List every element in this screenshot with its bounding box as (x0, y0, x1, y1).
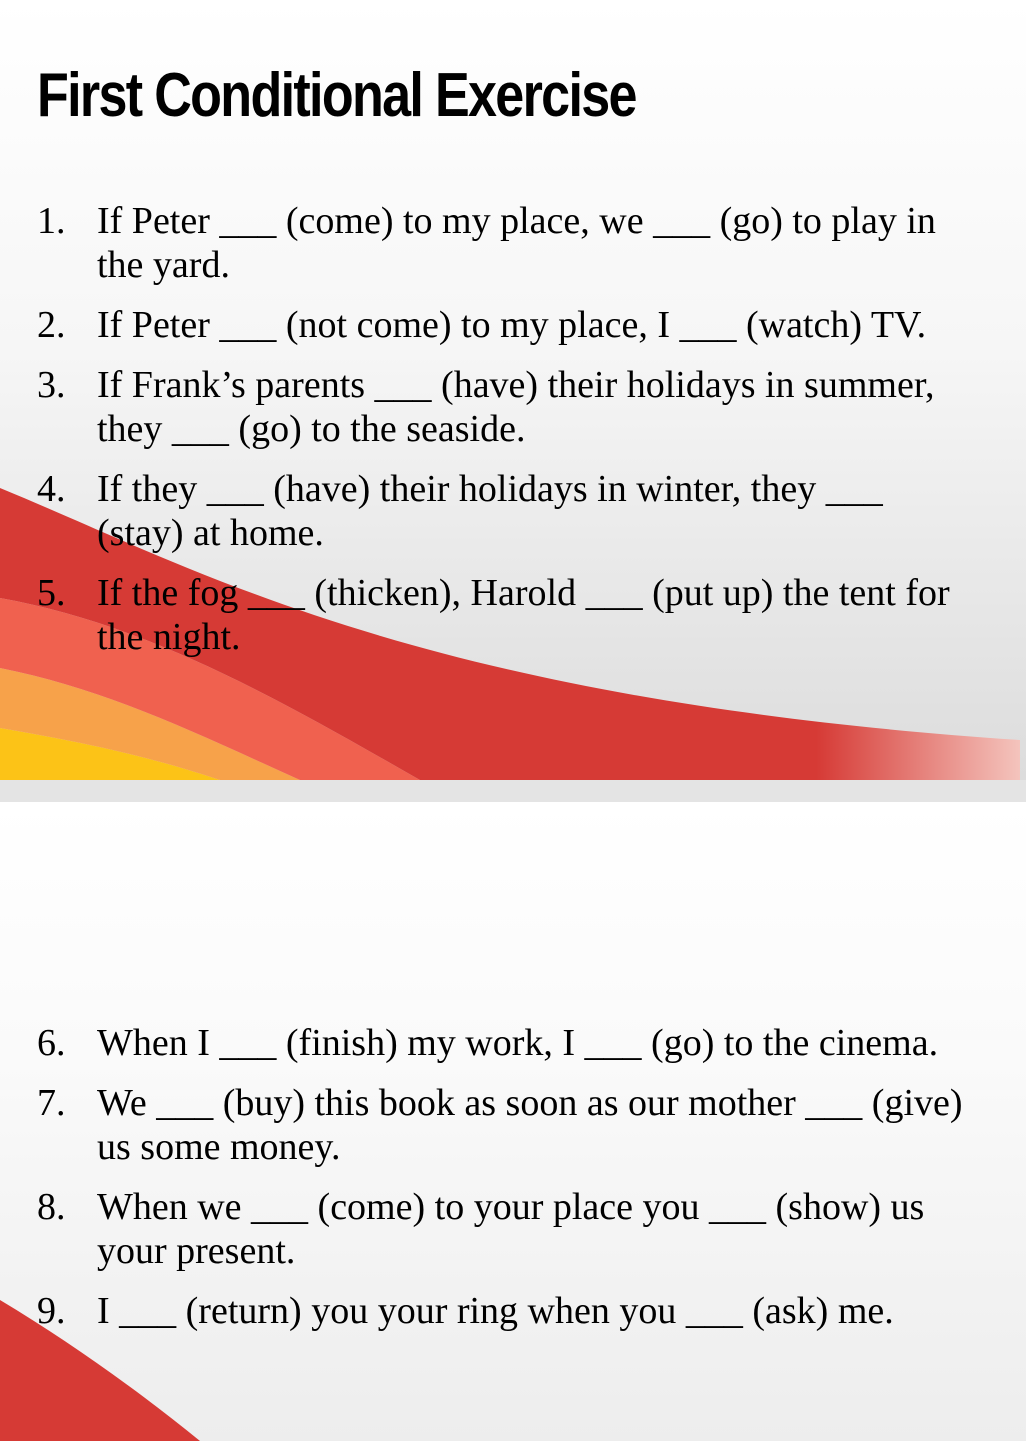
exercise-list-part-2 (37, 1021, 967, 1349)
list-item (37, 571, 967, 659)
item-text: If Frank’s parents ___ (have) their holidays in summer, they ___ (go) to the seaside. (97, 364, 935, 450)
item-number: 4. (37, 468, 66, 510)
item-text: If Peter ___ (not come) to my place, I ___ (watch) TV. (97, 304, 927, 346)
page-title: First Conditional Exercise (37, 61, 636, 130)
item-number: 3. (37, 364, 66, 406)
item-number: 2. (37, 304, 66, 346)
exercise-list-part-1 (37, 199, 967, 675)
item-text: If the fog ___ (thicken), Harold ___ (put up) the tent for the night. (97, 572, 950, 658)
item-text: If Peter ___ (come) to my place, we ___ (go) to play in the yard. (97, 200, 936, 286)
item-number: 7. (37, 1082, 66, 1124)
list-item (37, 363, 967, 451)
slide-2 (0, 802, 1026, 1441)
item-text: When we ___ (come) to your place you ___ (show) us your present. (97, 1186, 925, 1272)
item-text: If they ___ (have) their holidays in winter, they ___ (stay) at home. (97, 468, 883, 554)
list-item (37, 1081, 967, 1169)
item-number: 6. (37, 1022, 66, 1064)
item-number: 9. (37, 1290, 66, 1332)
list-item (37, 199, 967, 287)
list-item (37, 303, 967, 347)
item-text: We ___ (buy) this book as soon as our mother ___ (give) us some money. (97, 1082, 963, 1168)
item-number: 8. (37, 1186, 66, 1228)
list-item (37, 1289, 967, 1333)
item-number: 1. (37, 200, 66, 242)
item-number: 5. (37, 572, 66, 614)
list-item (37, 467, 967, 555)
item-text: I ___ (return) you your ring when you ___ (ask) me. (97, 1290, 894, 1332)
list-item (37, 1021, 967, 1065)
list-item (37, 1185, 967, 1273)
item-text: When I ___ (finish) my work, I ___ (go) to the cinema. (97, 1022, 939, 1064)
slide-divider (0, 780, 1026, 802)
